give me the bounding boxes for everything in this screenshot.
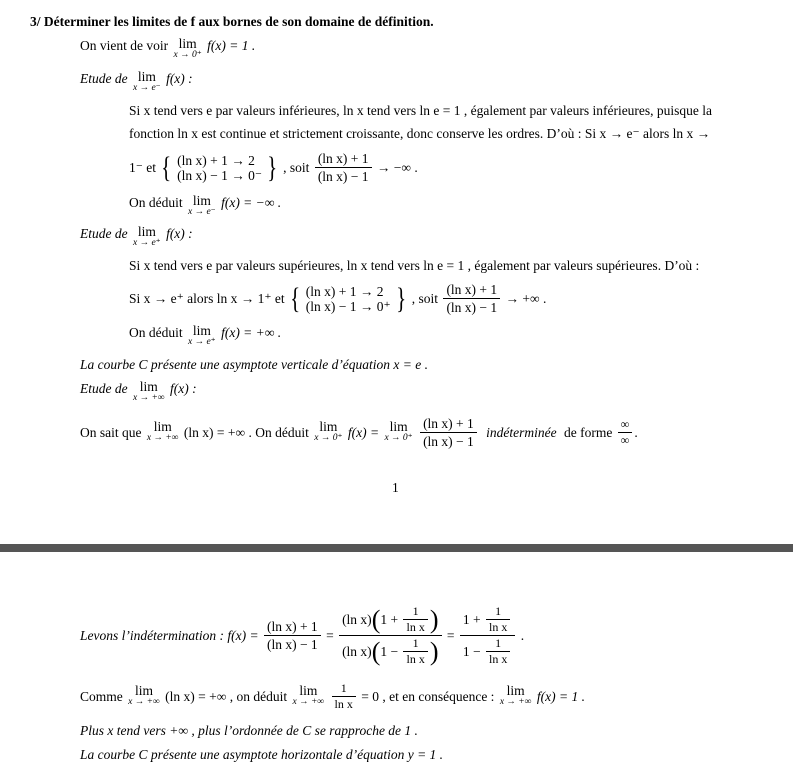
para-right-1: Si x tend vers e par valeurs supérieures, ln x tend vers ln e = 1 , également par valeurs supérieures. D’où :	[129, 258, 700, 273]
etude-inf: Etude de lim x → +∞ f(x) :	[80, 379, 197, 403]
etude-eplus: Etude de lim x → e⁺ f(x) :	[80, 224, 193, 248]
fraction-simplified: 1 + $\frac{1}{\text{ln x}}$ 1 − $\frac{1}{\text{ln x}}$	[460, 605, 515, 666]
system-right: Si x → e⁺ alors ln x → 1⁺ et { (ln x) + 1 → 2 (ln x) − 1 → 0⁺ } , soit $\frac{\text{(ln x) + 1}}{\text{(ln x) − 1}}$ → +∞ .	[129, 281, 547, 316]
plus-x-line: Plus x tend vers +∞ , plus l’ordonnée de C se rapproche de 1 .	[80, 723, 418, 738]
fraction: $\frac{\text{(ln x) + 1}}{\text{(ln x) − 1}}$	[443, 282, 500, 315]
fraction: $\frac{\text{(ln x) + 1}}{\text{(ln x) − 1}}$	[315, 151, 372, 184]
limit-0plus: lim x → 0⁺	[384, 419, 413, 444]
brace-right: }	[396, 281, 407, 315]
limit-eminus: lim x → e⁻	[188, 193, 216, 217]
deduit-eplus: On déduit lim x → e⁺ f(x) = +∞ .	[129, 323, 282, 347]
limit-inf: lim x → +∞	[499, 683, 532, 708]
limit-inf: lim x → +∞	[128, 683, 160, 708]
line-limit-0plus	[80, 38, 255, 61]
limit-inf: lim x → +∞	[132, 379, 165, 403]
limit-inf: lim x → +∞	[146, 419, 179, 444]
line-on-sait-que: On sait que lim x → +∞ (ln x) = +∞ . On déduit lim x → 0⁺ f(x) = lim x → 0⁺ $\frac{\text{(ln x) + 1}}{\text{(ln x) − 1}}$ indéterminée de forme $\frac{\infty}{\infty}$ .	[80, 416, 638, 450]
levons-line: Levons l’indétermination : f(x) = $\frac{\text{(ln x) + 1}}{\text{(ln x) − 1}}$ = (ln x)(1 + $\frac{1}{\text{ln x}}$ ) (ln x)(1 − $\frac{1}{\text{ln x}}$ ) = 1 + $\frac{1}{\text{ln x}}$ 1 − $\frac{1}{\text{ln x}}$ .	[80, 604, 525, 667]
asymptote-horizontal: La courbe C présente une asymptote horizontale d’équation y = 1 .	[80, 747, 444, 762]
limit-inf: lim x → +∞	[292, 683, 325, 708]
fraction: $\frac{\text{(ln x) + 1}}{\text{(ln x) − 1}}$	[420, 416, 477, 449]
fraction-one-over-lnx: $\frac{1}{\text{ln x}}$	[332, 682, 356, 711]
text: f(x) = 1 .	[207, 38, 256, 53]
limit-eminus: lim x → e⁻	[132, 69, 161, 93]
text: On vient de voir	[80, 38, 169, 53]
brace-left: {	[161, 150, 172, 184]
fraction-factored: (ln x)(1 + $\frac{1}{\text{ln x}}$ ) (ln x)(1 − $\frac{1}{\text{ln x}}$ )	[339, 605, 441, 666]
para-left-1: Si x tend vers e par valeurs inférieures, ln x tend vers ln e = 1 , également par valeurs inférieures, puisque la	[129, 103, 713, 118]
page-separator	[0, 544, 793, 552]
system-lines: (ln x) + 1 → 2 (ln x) − 1 → 0⁺	[305, 283, 391, 314]
deduit-eminus: On déduit lim x → e⁻ f(x) = −∞ .	[129, 193, 282, 217]
section-heading: 3/ Déterminer les limites de f aux bornes de son domaine de définition.	[30, 14, 434, 29]
fraction-inf-inf: $\frac{\infty}{\infty}$	[618, 418, 633, 447]
asymptote-vertical: La courbe C présente une asymptote verticale d’équation x = e .	[80, 357, 429, 372]
para-left-2: fonction ln x est continue et strictement croissante, donc conserve les ordres. D’où : Si x → e⁻ alors ln x →	[129, 126, 711, 141]
limit-eplus: lim x → e⁺	[188, 323, 216, 347]
etude-eminus: Etude de lim x → e⁻ f(x) :	[80, 69, 193, 93]
limit-eplus: lim x → e⁺	[132, 224, 161, 248]
limit-0plus: lim x → 0⁺	[173, 36, 202, 60]
brace-right: }	[267, 150, 278, 184]
brace-left: {	[290, 281, 301, 315]
system-left: 1⁻ et { (ln x) + 1 → 2 (ln x) − 1 → 0⁻ } , soit $\frac{\text{(ln x) + 1}}{\text{(ln x) − 1}}$ → −∞ .	[129, 150, 418, 185]
page-number: 1	[392, 480, 399, 495]
limit-0plus: lim x → 0⁺	[314, 419, 343, 444]
system-lines: (ln x) + 1 → 2 (ln x) − 1 → 0⁻	[177, 152, 263, 183]
fraction: $\frac{\text{(ln x) + 1}}{\text{(ln x) − 1}}$	[264, 619, 321, 652]
comme-line: Comme lim x → +∞ (ln x) = +∞ , on déduit lim x → +∞ $\frac{1}{\text{ln x}}$ = 0 , et en conséquence : lim x → +∞ f(x) = 1 .	[80, 681, 585, 712]
